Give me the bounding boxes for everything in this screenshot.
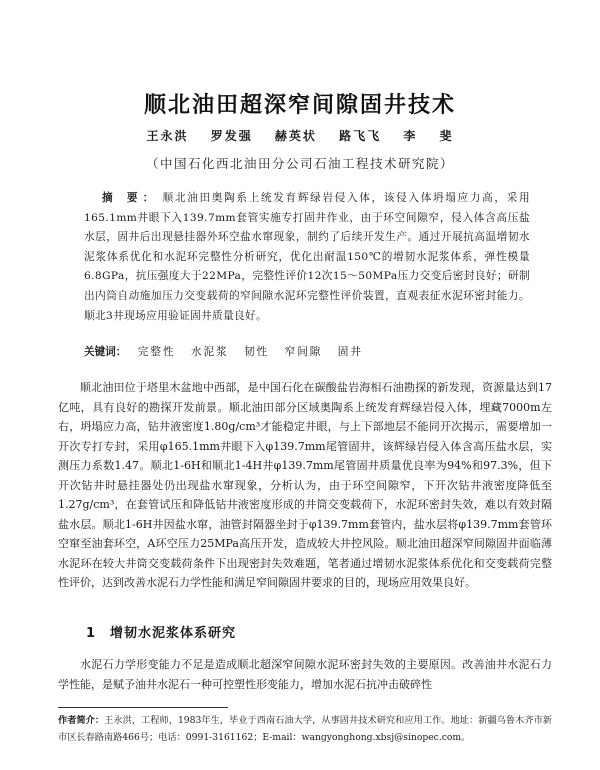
author-footnote (58, 712, 552, 746)
abstract-label: 摘 要： (102, 192, 159, 204)
author-name: 王永洪 (146, 129, 189, 143)
keyword: 完整性 (137, 346, 176, 358)
abstract-text: 顺北油田奥陶系上统发育辉绿岩侵入体，该侵入体坍塌应力高，采用165.1mm井眼下入139.7mm套管实施专打固井作业，由于环空间隙窄，侵入体含高压盐水层，固井后出现悬挂器外环空盐水窜现象，制约了后续开发生产。通过开展抗高温增韧水泥浆体系优化和水泥环完整性分析研究，优化出耐温150℃的增韧水泥浆体系，弹性模量6.8GPa，抗压强度大于22MPa，完整性评价12次15～50MPa压力交变后密封良好；研制出内筒自动施加压力交变载荷的窄间隙水泥环完整性评价装置，直观表征水泥环密封能力。顺北3井现场应用验证固井质量良好。 (84, 192, 530, 322)
section-number: 1 (86, 626, 97, 641)
author-name: 路飞飞 (339, 129, 382, 143)
affiliation: （中国石化西北油田分公司石油工程技术研究院） (145, 156, 454, 171)
keywords (84, 343, 530, 361)
keywords-label: 关键词： (84, 346, 127, 358)
author-name: 赫英状 (274, 129, 317, 143)
section-title: 增韧水泥浆体系研究 (110, 626, 237, 641)
keyword: 窄间隙 (284, 346, 323, 358)
author-name: 李 斐 (403, 129, 454, 143)
paper-title: 顺北油田超深窄间隙固井技术 (143, 93, 456, 118)
keyword: 韧性 (244, 346, 270, 358)
keyword: 水泥浆 (190, 346, 229, 358)
keyword: 固井 (337, 346, 363, 358)
section-heading (86, 622, 236, 641)
section-paragraph: 水泥石力学形变能力不足是造成顺北超深窄间隙水泥环密封失效的主要原因。改善油井水泥石力学性能，是赋予油井水泥石一种可控塑性形变能力，增加水泥石抗冲击破碎性 (58, 658, 552, 691)
footnote-text: 王永洪，工程师，1983年生，毕业于西南石油大学，从事固井技术研究和应用工作。地址：新疆乌鲁木齐市新市区长春路南路466号；电话：0991-3161162；E-mail：wangyonghong.xbsj@sinopec.com。 (58, 715, 552, 743)
author-list (0, 127, 600, 144)
abstract (84, 189, 530, 326)
footnote-label: 作者简介： (58, 715, 105, 726)
intro-paragraph: 顺北油田位于塔里木盆地中西部，是中国石化在碳酸盐岩海相石油勘探的新发现，资源量达到17亿吨，具有良好的勘探开发前景。顺北油田部分区域奥陶系上统发育辉绿岩侵入体，埋藏7000m左右，坍塌应力高，钻井液密度1.80g/cm³才能稳定井眼，与上下部地层不能同开次揭示，需要增加一开次专打专封，采用φ165.1mm井眼下入φ139.7mm尾管固井，该辉绿岩侵入体含高压盐水层，实测压力系数1.47。顺北1-6H和顺北1-4H井φ139.7mm尾管固井质量优良率为94%和97.3%，但下开次钻井时悬挂器处仍出现盐水窜现象，分析认为，由于环空间隙窄，下开次钻井液密度降低至1.27g/cm³，在套管试压和降低钻井液密度形成的井筒交变载荷下，水泥环密封失效，难以有效封隔盐水层。顺北1-6H井因盐水窜，油管封隔器坐封于φ139.7mm套管内，盐水层将φ139.7mm套管环空窜至油套环空，A环空压力25MPa高压开发，造成较大井控风险。顺北油田超深窄间隙固井面临薄水泥环在较大井筒交变载荷条件下出现密封失效难题，笔者通过增韧水泥浆体系优化和交变载荷完整性评价，达到改善水泥石力学性能和满足窄间隙固井要求的目的，现场应用效果良好。 (58, 381, 552, 589)
author-name: 罗发强 (210, 129, 253, 143)
footnote-divider (58, 707, 228, 708)
